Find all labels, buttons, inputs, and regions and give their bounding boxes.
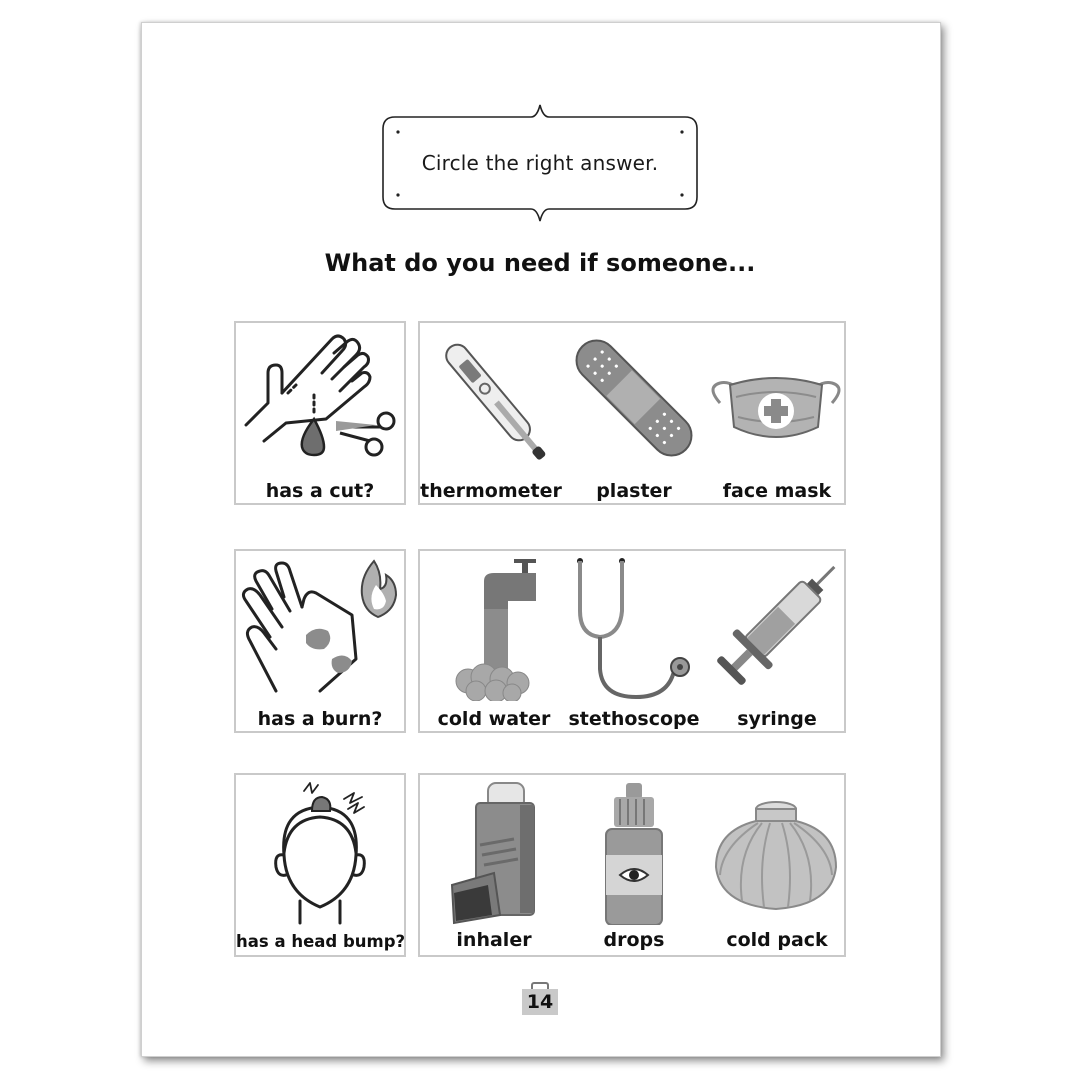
option-label[interactable]: plaster [596,480,672,502]
tap-water-icon[interactable] [422,551,562,701]
plaster-icon[interactable] [564,323,704,473]
situation-label: has a burn? [257,708,383,730]
situation-box-head-bump [234,773,406,957]
options-box-burn [418,549,846,733]
situation-label: has a head bump? [236,932,406,951]
burned-hand-icon [236,551,404,701]
instruction-text: Circle the right answer. [421,151,659,175]
option-label[interactable]: face mask [722,480,832,502]
thermometer-icon[interactable] [424,323,554,473]
option-label[interactable]: syringe [737,708,817,730]
instruction-banner [381,103,699,223]
option-label[interactable]: inhaler [456,929,532,951]
head-bump-icon [236,775,404,927]
option-label[interactable]: thermometer [420,480,562,502]
options-box-cut [418,321,846,505]
options-box-head-bump [418,773,846,957]
option-label[interactable]: drops [603,929,665,951]
face-mask-icon[interactable] [706,323,846,473]
question-heading: What do you need if someone... [324,249,756,277]
situation-label: has a cut? [265,480,375,502]
option-label[interactable]: cold pack [726,929,828,951]
page-number: 14 [522,989,558,1015]
inhaler-icon[interactable] [424,775,564,925]
option-label[interactable]: stethoscope [568,708,700,730]
cut-hand-icon [236,323,404,473]
option-label[interactable]: cold water [437,708,551,730]
cold-pack-icon[interactable] [706,775,846,925]
situation-box-cut [234,321,406,505]
syringe-icon[interactable] [706,551,846,701]
situation-box-burn [234,549,406,733]
stethoscope-icon[interactable] [564,551,704,701]
eye-drops-icon[interactable] [564,775,704,925]
